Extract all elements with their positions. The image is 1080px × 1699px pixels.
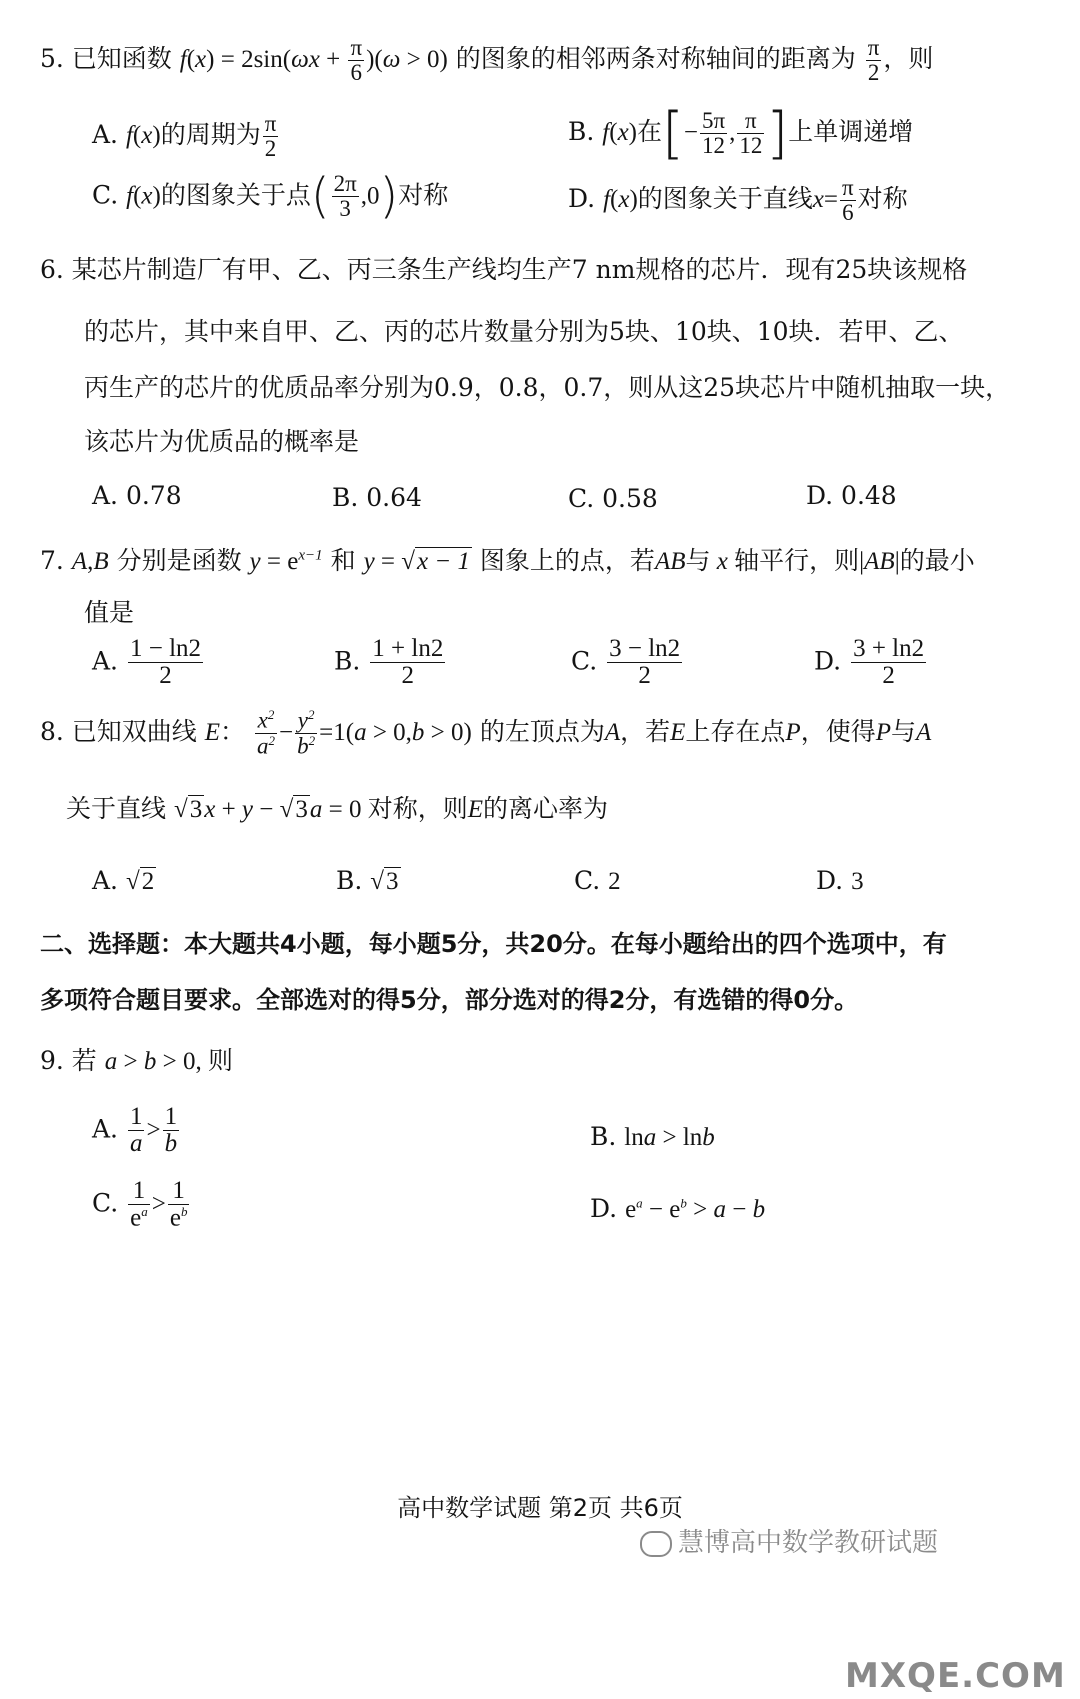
q5-option-d[interactable]: D. f(x)的图象关于直线x= $\frac{\pi}{6}$ 对称	[568, 175, 908, 226]
q6-line4: 该芯片为优质品的概率是	[84, 427, 360, 456]
q5-option-c[interactable]: C. f(x)的图象关于点( $\frac{2\pi}{3}$ ,0)对称	[92, 168, 449, 224]
q8-option-c[interactable]: C. 2	[574, 866, 621, 895]
q6-option-b[interactable]: B. 0.64	[332, 483, 422, 512]
q9-c-frac2: $\frac{1}{e^b}$	[169, 1177, 188, 1232]
q7-option-c[interactable]: C. $\frac{3 - \ln 2}{2}$	[571, 635, 681, 690]
q5-number: 5. 已知函数	[40, 44, 172, 74]
q5-b-frac1: $\frac{5\pi}{12}$	[701, 107, 726, 159]
q5-frac-pi-2: $\frac{\pi}{2}$	[867, 35, 880, 86]
section2-line1: 二、选择题：本大题共4小题，每小题5分，共20分。在每小题给出的四个选项中，有	[40, 930, 947, 958]
q8-frac-y2b2: $\frac{y^2}{b^2}$	[297, 707, 316, 759]
q5-option-a[interactable]: A. f(x)的周期为 $\frac{\pi}{2}$	[92, 111, 277, 162]
q5-frac-pi-6: $\frac{\pi}{6}$	[350, 35, 363, 86]
q7-line2: 值是	[84, 598, 135, 627]
watermark-text: 慧博高中数学教研试题	[640, 1522, 938, 1559]
section2-line2: 多项符合题目要求。全部选对的得5分，部分选对的得2分，有选错的得0分。	[40, 986, 859, 1014]
q6-line1: 6. 某芯片制造厂有甲、乙、丙三条生产线均生产7 nm规格的芯片．现有25块该规格	[40, 255, 968, 284]
page-footer: 高中数学试题 第2页 共6页	[397, 1494, 683, 1522]
q8-line2: 关于直线 √3x + y − √3a = 0 对称，则E的离心率为	[66, 794, 609, 823]
q7-option-d[interactable]: D. $\frac{3 + \ln 2}{2}$	[814, 635, 925, 690]
q9-option-a[interactable]: A. $\frac{1}{a}$ > $\frac{1}{b}$	[92, 1103, 178, 1158]
q6-line2: 的芯片，其中来自甲、乙、丙的芯片数量分别为5块、10块、10块．若甲、乙、	[84, 317, 964, 346]
q7-option-b[interactable]: B. $\frac{1 + \ln 2}{2}$	[334, 635, 444, 690]
q5-a-frac: $\frac{\pi}{2}$	[264, 111, 277, 162]
q8-stem: 8. 已知双曲线 E： $\frac{x^2}{a^2}$ − $\frac{y^2}{b^2}$ =1(a > 0,b > 0) 的左顶点为A，若E上存在点P，使得P与A	[40, 707, 932, 759]
q9-option-c[interactable]: C. $\frac{1}{e^a}$ > $\frac{1}{e^b}$	[92, 1177, 188, 1232]
q5-b-frac2: $\frac{\pi}{12}$	[739, 107, 763, 159]
q6-line3: 丙生产的芯片的优质品率分别为0.9，0.8，0.7，则从这25块芯片中随机抽取一块，	[84, 373, 1011, 402]
q9-a-frac2: $\frac{1}{b}$	[164, 1103, 178, 1158]
q8-option-b[interactable]: B. √3	[336, 866, 399, 895]
q9-a-frac1: $\frac{1}{a}$	[129, 1103, 143, 1158]
q6-option-c[interactable]: C. 0.58	[568, 484, 658, 513]
q9-option-b[interactable]: B. lna > lnb	[590, 1122, 715, 1151]
q7-option-a[interactable]: A. $\frac{1 - \ln 2}{2}$	[92, 635, 202, 690]
q6-option-d[interactable]: D. 0.48	[806, 481, 897, 510]
q5-stem: 5. 已知函数 f(x) = 2sin(ωx + $\frac{\pi}{6}$ )(ω > 0) 的图象的相邻两条对称轴间的距离为 $\frac{\pi}{2}$ ，则	[40, 35, 934, 86]
q5-option-b[interactable]: B. f(x)在[− $\frac{5\pi}{12}$ , $\frac{\pi}{12}$ ]上单调递增	[568, 101, 914, 166]
q7-b-frac: $\frac{1 + \ln 2}{2}$	[372, 635, 444, 690]
q5-d-frac: $\frac{\pi}{6}$	[842, 175, 854, 226]
q8-option-a[interactable]: A. √2	[92, 866, 155, 895]
q7-stem: 7. A,B 分别是函数 $y = e^{x-1}$ 和 y = √x − 1 图象上的点，若AB与 x 轴平行，则|AB|的最小	[40, 546, 975, 575]
q9-stem: 9. 若 a > b > 0, 则	[40, 1046, 233, 1075]
q8-frac-x2a2: $\frac{x^2}{a^2}$	[257, 707, 276, 759]
q7-c-frac: $\frac{3 - \ln 2}{2}$	[609, 635, 681, 690]
q7-a-frac: $\frac{1 - \ln 2}{2}$	[129, 635, 202, 690]
watermark-site: MXQE.COM	[845, 1656, 1066, 1696]
q5-c-frac: $\frac{2\pi}{3}$	[333, 171, 357, 222]
q7-d-frac: $\frac{3 + \ln 2}{2}$	[853, 635, 925, 690]
q8-option-d[interactable]: D. 3	[816, 866, 864, 895]
q9-c-frac1: $\frac{1}{e^a}$	[130, 1177, 148, 1232]
q9-option-d[interactable]: D. $e^a - e^b > a - b$	[590, 1194, 766, 1223]
q6-option-a[interactable]: A. 0.78	[92, 481, 182, 510]
wechat-icon	[640, 1531, 672, 1557]
